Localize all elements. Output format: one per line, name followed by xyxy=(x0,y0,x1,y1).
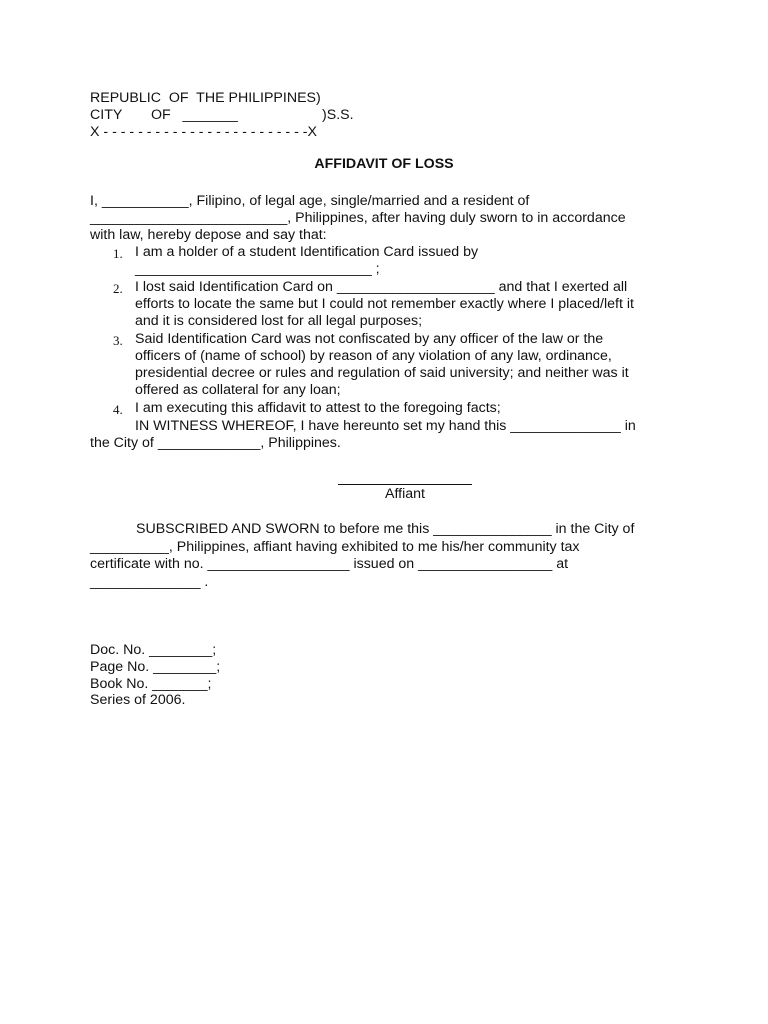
venue-separator: X - - - - - - - - - - - - - - - - - - - - - - - -X xyxy=(90,124,317,140)
affiant-signature-line xyxy=(338,484,472,485)
item-3-line-2: officers of (name of school) by reason of any violation of any law, ordinance, xyxy=(135,348,612,364)
item-3-line-4: offered as collateral for any loan; xyxy=(135,382,341,398)
intro-line-3: with law, hereby depose and say that: xyxy=(90,227,327,243)
notarial-series: Series of 2006. xyxy=(90,692,186,708)
jurat-line-3: certificate with no. __________________ issued on _________________ at xyxy=(90,556,569,572)
notarial-book-no: Book No. _______; xyxy=(90,676,212,692)
witness-line-1: IN WITNESS WHEREOF, I have hereunto set my hand this ______________ in xyxy=(135,418,636,434)
jurat-line-4: ______________ . xyxy=(90,574,209,590)
item-2-line-3: and it is considered lost for all legal purposes; xyxy=(135,313,423,329)
item-number: 3. xyxy=(113,333,123,348)
notarial-doc-no: Doc. No. ________; xyxy=(90,642,217,658)
item-2-line-2: efforts to locate the same but I could not remember exactly where I placed/left it xyxy=(135,296,634,312)
jurat-line-2: __________, Philippines, affiant having exhibited to me his/her community tax xyxy=(90,539,580,555)
venue-republic: REPUBLIC OF THE PHILIPPINES) xyxy=(90,90,321,106)
affiant-caption: Affiant xyxy=(385,486,425,502)
intro-line-1: I, ___________, Filipino, of legal age, single/married and a resident of xyxy=(90,193,530,209)
item-3-line-3: presidential decree or rules and regulation of said university; and neither was it xyxy=(135,365,629,381)
witness-line-2: the City of _____________, Philippines. xyxy=(90,435,341,451)
venue-city-label: CITY xyxy=(90,107,123,123)
item-1-line-2: ______________________________ ; xyxy=(135,261,380,277)
item-number: 4. xyxy=(113,402,123,417)
intro-line-2: _________________________, Philippines, after having duly sworn to in accordance xyxy=(90,210,626,226)
item-4-line-1: I am executing this affidavit to attest to the foregoing facts; xyxy=(135,400,501,416)
document-title: AFFIDAVIT OF LOSS xyxy=(314,156,454,172)
venue-city-of-blank: OF _______ xyxy=(151,107,238,123)
item-number: 2. xyxy=(113,281,123,296)
item-2-line-1: I lost said Identification Card on ____________________ and that I exerted all xyxy=(135,279,628,295)
jurat-line-1: SUBSCRIBED AND SWORN to before me this _______________ in the City of xyxy=(136,521,635,537)
venue-ss: )S.S. xyxy=(322,107,354,123)
item-number: 1. xyxy=(113,246,123,261)
item-3-line-1: Said Identification Card was not confiscated by any officer of the law or the xyxy=(135,331,604,347)
notarial-page-no: Page No. ________; xyxy=(90,659,221,675)
item-1-line-1: I am a holder of a student Identification Card issued by xyxy=(135,244,479,260)
